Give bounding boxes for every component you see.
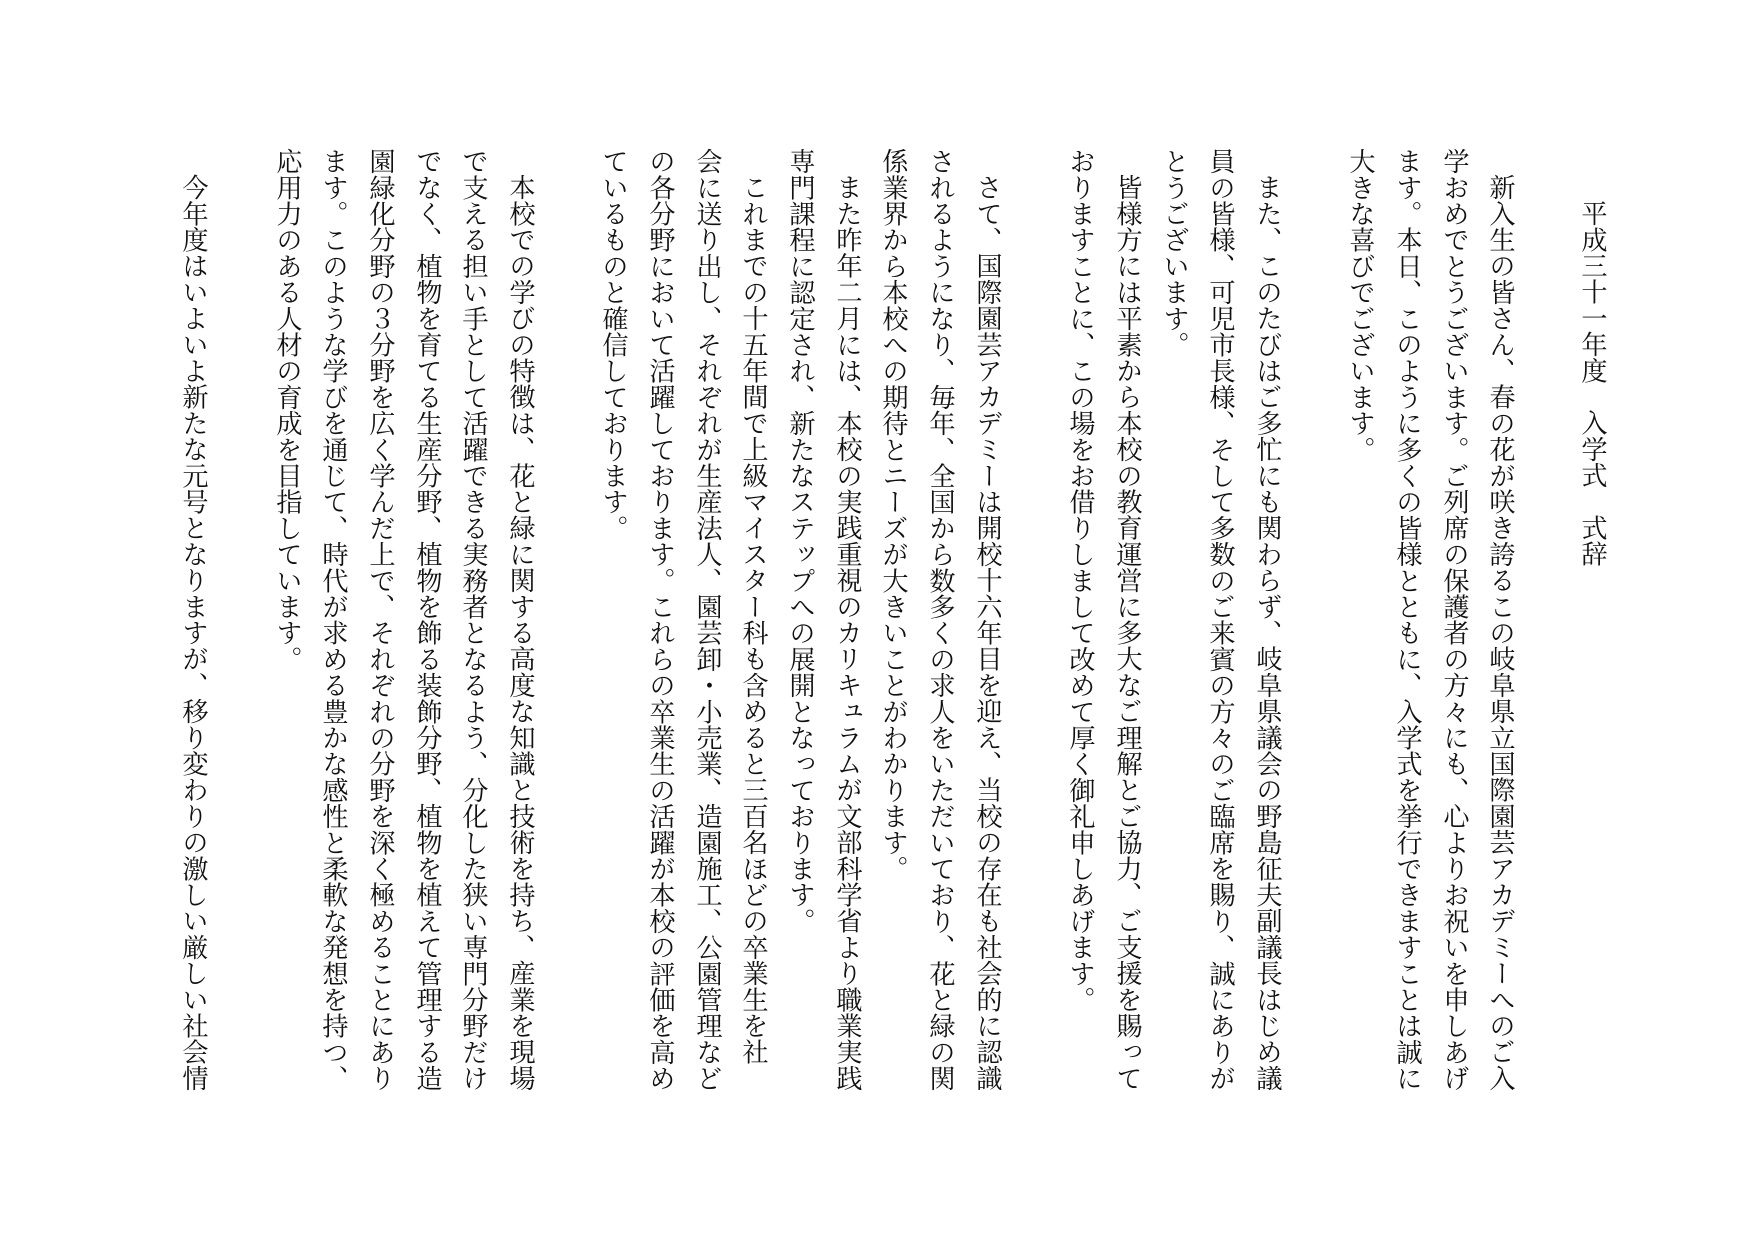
text-line: とうございます。 <box>1159 148 1189 358</box>
text-line: 学おめでとうございます。ご列席の保護者の方々にも、心よりお祝いを申しあげ <box>1439 148 1469 1092</box>
text-line: また昨年二月には、本校の実践重視のカリキュラムが文部科学省より職業実践 <box>832 174 862 1091</box>
text-line: 新入生の皆さん、春の花が咲き誇るこの岐阜県立国際園芸アカデミーへのご入 <box>1485 174 1515 1091</box>
text-line: でなく、植物を育てる生産分野、植物を飾る装飾分野、植物を植えて管理する造 <box>412 148 442 1092</box>
text-line: ます。本日、このように多くの皆様とともに、入学式を挙行できますことは誠に <box>1392 148 1422 1092</box>
text-line: 大きな喜びでございます。 <box>1345 148 1375 463</box>
text-line: の各分野において活躍しております。これらの卒業生の活躍が本校の評価を高め <box>645 148 675 1092</box>
text-line: 専門課程に認定され、新たなステップへの展開となっております。 <box>785 148 815 934</box>
text-line: 係業界から本校への期待とニーズが大きいことがわかります。 <box>878 148 908 882</box>
text-line: ます。このような学びを通じて、時代が求める豊かな感性と柔軟な発想を持つ、 <box>318 148 348 1092</box>
text-line: これまでの十五年間で上級マイスター科も含めると三百名ほどの卒業生を社 <box>738 174 768 1065</box>
text-line: 園緑化分野の３分野を広く学んだ上で、それぞれの分野を深く極めることにあり <box>365 148 395 1092</box>
text-line: 会に送り出し、それぞれが生産法人、園芸卸・小売業、造園施工、公園管理など <box>692 148 722 1092</box>
text-line: また、このたびはご多忙にも関わらず、岐阜県議会の野島征夫副議長はじめ議 <box>1252 174 1282 1091</box>
text-line: ているものと確信しております。 <box>598 148 628 541</box>
text-line: 応用力のある人材の育成を目指しています。 <box>272 148 302 672</box>
text-line: おりますことに、この場をお借りしまして改めて厚く御礼申しあげます。 <box>1065 148 1095 1013</box>
document-title: 平成三十一年度 入学式 式辞 <box>1577 200 1607 567</box>
text-line: で支える担い手として活躍できる実務者となるよう、分化した狭い専門分野だけ <box>458 148 488 1092</box>
text-line: 皆様方には平素から本校の教育運営に多大なご理解とご協力、ご支援を賜って <box>1112 174 1142 1091</box>
text-line: 今年度はいよいよ新たな元号となりますが、移り変わりの激しい厳しい社会情 <box>178 174 208 1091</box>
text-line: 本校での学びの特徴は、花と緑に関する高度な知識と技術を持ち、産業を現場 <box>505 174 535 1091</box>
text-line: さて、国際園芸アカデミーは開校十六年目を迎え、当校の存在も社会的に認識 <box>972 174 1002 1091</box>
text-line: 員の皆様、可児市長様、そして多数のご来賓の方々のご臨席を賜り、誠にありが <box>1205 148 1235 1092</box>
text-line: されるようになり、毎年、全国から数多くの求人をいただいており、花と緑の関 <box>925 148 955 1092</box>
